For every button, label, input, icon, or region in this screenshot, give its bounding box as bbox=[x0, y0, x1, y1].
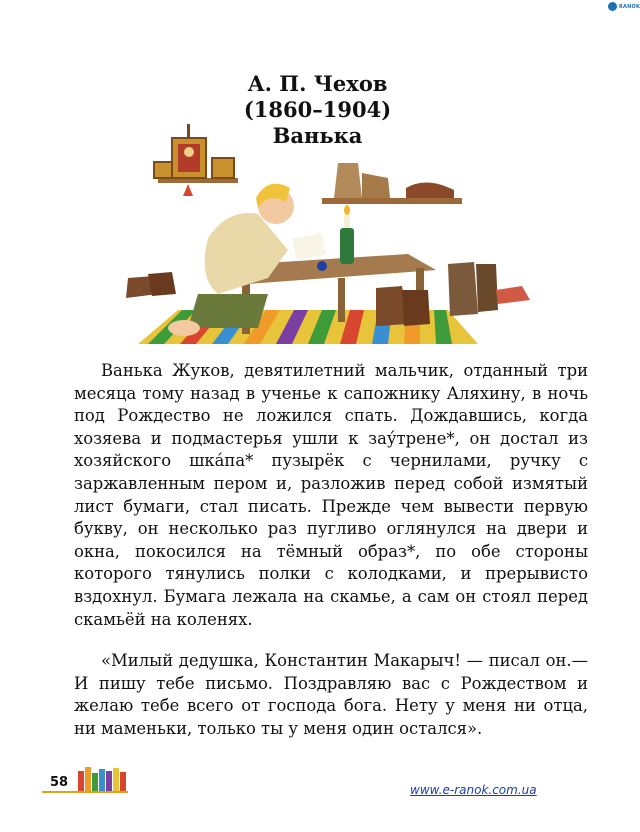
icon-shelf bbox=[154, 124, 238, 196]
paragraph-text: «Милый дедушка, Константин Макарыч! — писал он.— И пишу тебе письмо. Поздравляю вас с Рождеством и желаю тебе всего от господа бога. Нету у меня ни отца, ни маменьки, только ты у меня один остался». bbox=[74, 651, 588, 738]
publisher-website-link[interactable]: www.e-ranok.com.ua bbox=[410, 783, 537, 797]
wall-shelf bbox=[322, 163, 462, 204]
publisher-logo bbox=[608, 2, 640, 11]
author-name: А. П. Чехов bbox=[247, 71, 388, 96]
story-paragraph-2 bbox=[74, 650, 588, 740]
story-paragraph-1 bbox=[74, 360, 588, 631]
story-illustration bbox=[118, 118, 548, 350]
ranok-logo-icon bbox=[608, 2, 617, 11]
author-years: (1860–1904) bbox=[243, 97, 392, 122]
page-number: 58 bbox=[50, 775, 69, 790]
logo-text: RANOK bbox=[619, 3, 640, 10]
books-icon bbox=[76, 765, 128, 791]
work-title: Ванька bbox=[272, 123, 363, 148]
paragraph-text: Ванька Жуков, девятилетний мальчик, отданный три месяца тому назад в ученье к сапожнику Аляхину, в ночь под Рождество не ложился спать. Дождавшись, когда хозяева и подмастерья ушли к зау́трене*, он достал из хозяйского шка́па* пузырёк с чернилами, ручку с заржавленным пером и, разложив перед собой измятый лист бумаги, стал писать. Прежде чем вывести первую букву, он несколько раз пугливо оглянулся на двери и окна, покосился на тёмный образ*, по обе стороны которого тянулись полки с колодками, и прерывисто вздохнул. Бумага лежала на скамье, а сам он стоял перед скамьёй на коленях. bbox=[74, 361, 588, 629]
footer-accent-bar bbox=[42, 791, 128, 793]
